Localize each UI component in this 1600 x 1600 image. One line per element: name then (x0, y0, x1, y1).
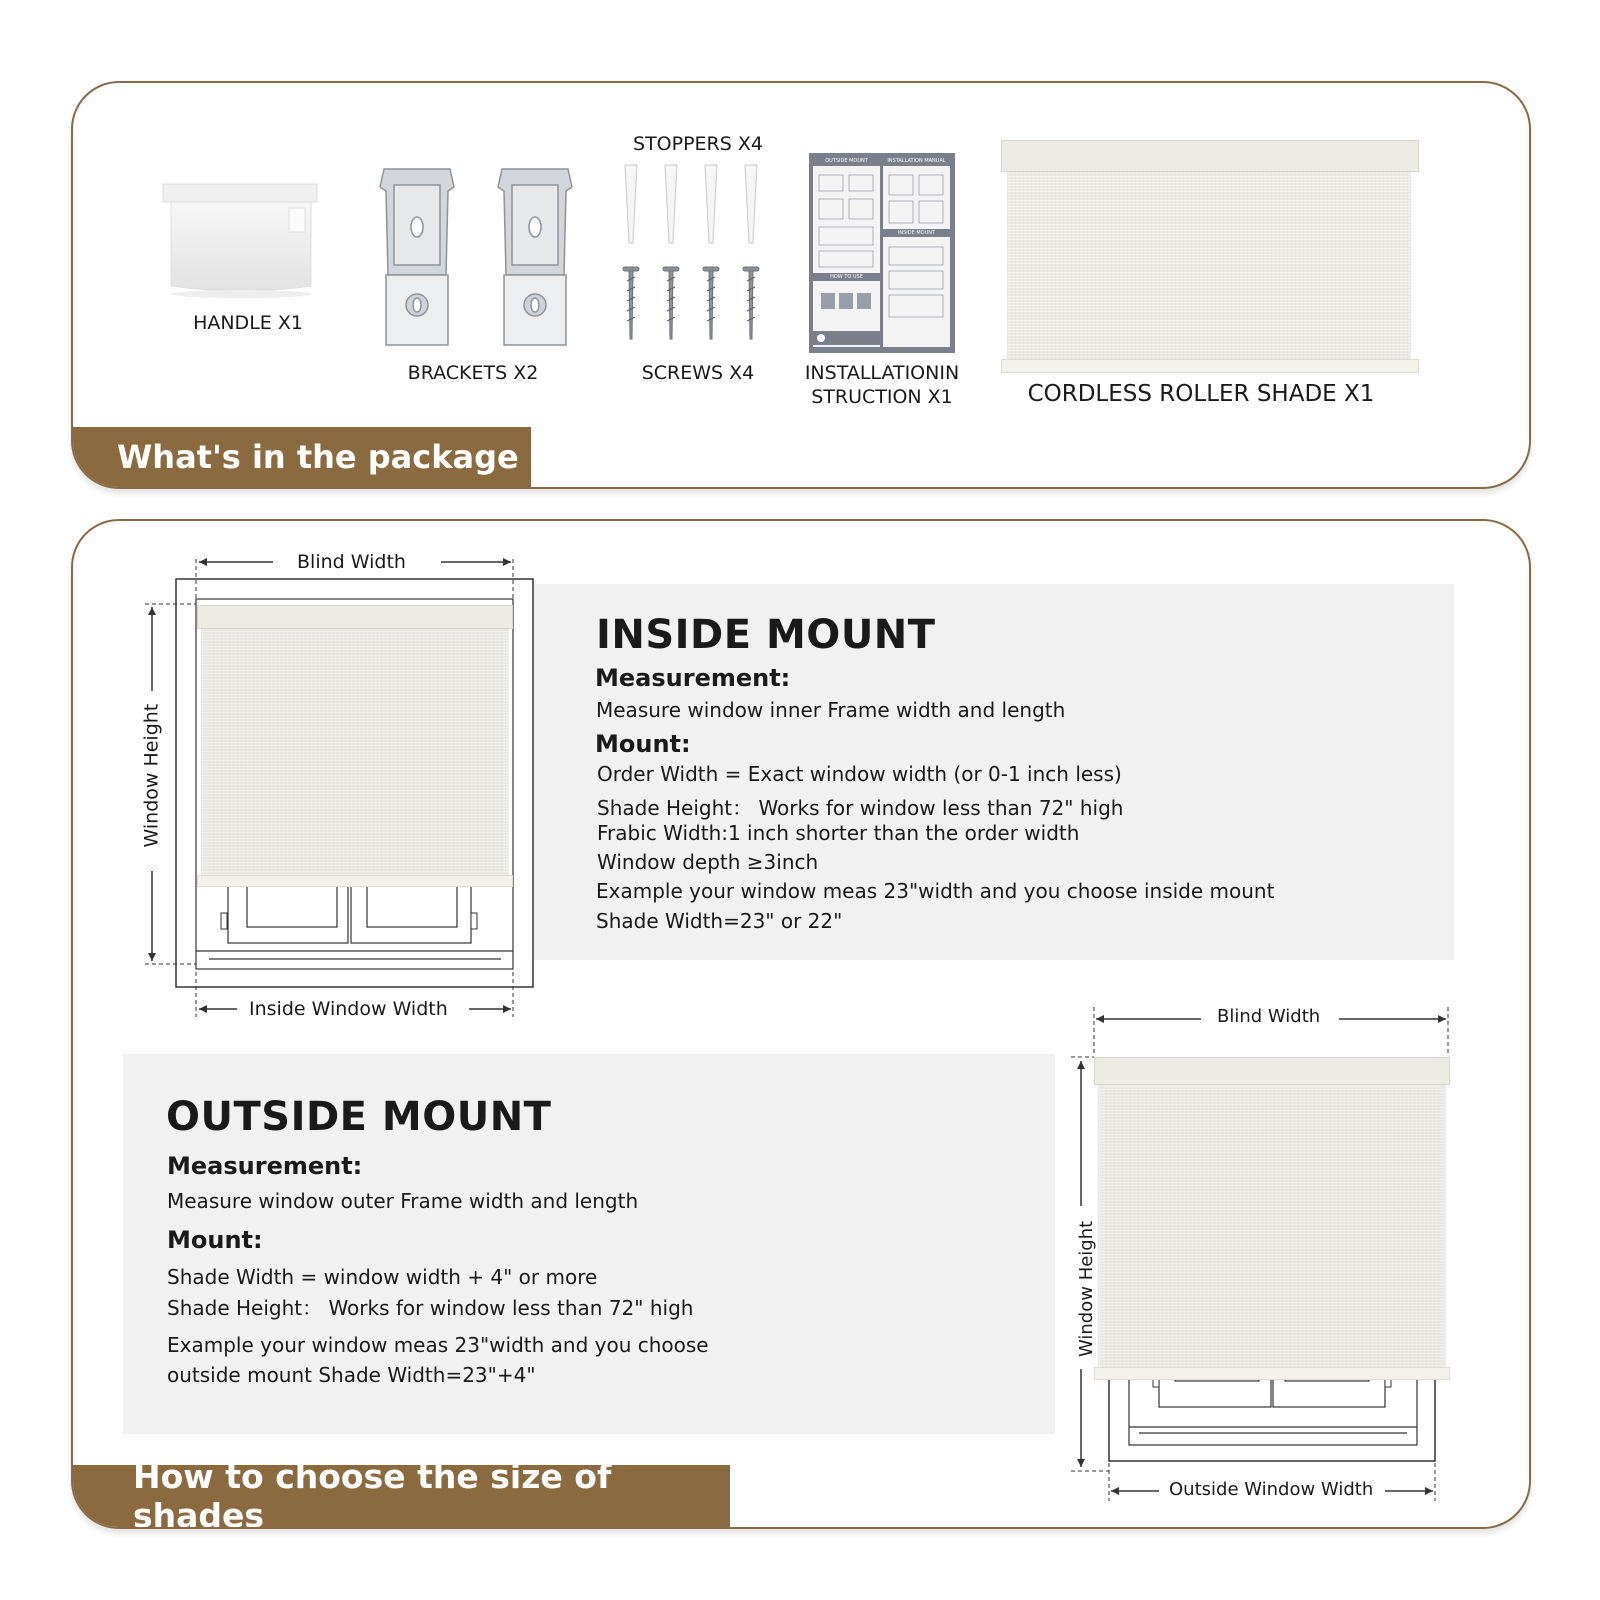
size-guide-panel (71, 519, 1531, 1529)
outside-line-2: Shade Height： Works for window less than 72" high (167, 1296, 694, 1320)
inside-line-1: Order Width = Exact window width (or 0-1 inch less) (597, 762, 1122, 786)
outside-mount-title: OUTSIDE MOUNT (166, 1094, 552, 1140)
inside-blind-width-label: Blind Width (291, 551, 412, 573)
size-guide-tag: How to choose the size of shades (73, 1465, 730, 1527)
installation-manual-image (809, 153, 955, 353)
stoppers-and-screws-image (613, 163, 783, 348)
handle-label: HANDLE X1 (193, 312, 303, 334)
outside-mount-label: Mount: (167, 1226, 263, 1254)
package-panel (71, 81, 1531, 489)
shade-bottom-bar (1001, 359, 1419, 373)
brackets-image (378, 165, 578, 350)
inside-line-4: Window depth ≥3inch (597, 850, 819, 874)
outside-mount-box (123, 1054, 1055, 1434)
manual-header-inside: INSIDE MOUNT (883, 229, 950, 237)
outside-example-1: Example your window meas 23"width and you choose (167, 1333, 709, 1357)
outside-window-height-label: Window Height (1076, 1216, 1097, 1363)
outside-measurement-text: Measure window outer Frame width and length (167, 1189, 639, 1213)
inside-measurement-label: Measurement: (595, 664, 791, 692)
outside-mount-diagram (1063, 1001, 1463, 1511)
stoppers-label: STOPPERS X4 (633, 133, 763, 155)
inside-mount-box (534, 584, 1454, 960)
brackets-label: BRACKETS X2 (407, 362, 539, 384)
inside-mount-title: INSIDE MOUNT (596, 612, 936, 658)
outside-measurement-label: Measurement: (167, 1152, 363, 1180)
outside-example-2: outside mount Shade Width=23"+4" (167, 1363, 536, 1387)
inside-mount-label: Mount: (595, 730, 691, 758)
inside-mount-diagram (133, 541, 553, 1031)
package-tag: What's in the package (73, 427, 531, 487)
inside-line-5: Example your window meas 23"width and you choose inside mount (596, 879, 1275, 903)
shade-fabric (1007, 172, 1411, 360)
manual-header-outside: OUTSIDE MOUNT (813, 157, 880, 166)
instruction-label (785, 361, 979, 409)
shade-label: CORDLESS ROLLER SHADE X1 (1027, 381, 1375, 407)
inside-line-3: Frabic Width:1 inch shorter than the order width (597, 821, 1080, 845)
outside-shade-bottom-bar (1094, 1367, 1450, 1380)
instruction-label-line2: STRUCTION X1 (811, 386, 953, 408)
instruction-label-line1: INSTALLATIONIN (804, 362, 960, 384)
shade-headrail (1001, 140, 1419, 172)
inside-shade-bottom-bar (197, 875, 513, 887)
inside-line-6: Shade Width=23" or 22" (596, 909, 843, 933)
outside-line-1: Shade Width = window width + 4" or more (167, 1265, 598, 1289)
outside-window-width-label: Outside Window Width (1163, 1479, 1379, 1500)
outside-blind-width-label: Blind Width (1211, 1006, 1326, 1027)
handle-image (161, 178, 321, 298)
inside-line-2: Shade Height： Works for window less than 72" high (597, 796, 1124, 820)
outside-shade-headrail (1094, 1057, 1450, 1085)
outside-shade-fabric (1098, 1085, 1446, 1369)
inside-window-width-label: Inside Window Width (243, 998, 454, 1020)
inside-shade-headrail (197, 605, 513, 629)
inside-measurement-text: Measure window inner Frame width and length (596, 698, 1066, 722)
inside-window-height-label: Window Height (141, 707, 163, 854)
screws-label: SCREWS X4 (641, 362, 755, 384)
inside-shade-fabric (201, 629, 509, 875)
manual-header-howto: HOW TO USE (813, 273, 880, 281)
manual-header-install: INSTALLATION MANUAL (883, 157, 950, 166)
